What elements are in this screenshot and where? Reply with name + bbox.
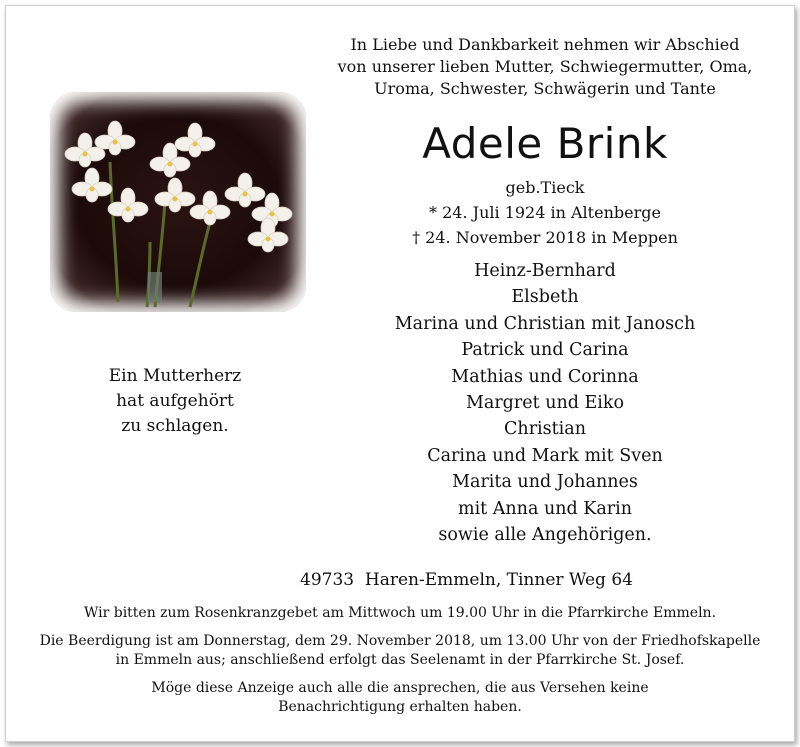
intro-line: Uroma, Schwester, Schwägerin und Tante [374,79,716,98]
intro-line: von unserer lieben Mutter, Schwiegermutter, Oma, [337,57,753,76]
intro-text [310,34,780,100]
rosary-notice: Wir bitten zum Rosenkranzgebet am Mittwoch um 19.00 Uhr in die Pfarrkirche Emmeln. [83,605,717,621]
family-member: Heinz-Bernhard [474,261,616,281]
deceased-name: Adele Brink [422,119,668,168]
quote-line: hat aufgehört [116,391,234,411]
family-member: Marina und Christian mit Janosch [394,313,696,334]
funeral-notice [20,632,780,671]
quote-line: Ein Mutterherz [108,366,242,386]
maiden-name: geb.Tieck [505,178,585,197]
family-list [320,258,770,548]
funeral-line: in Emmeln aus; anschließend erfolgt das Seelenamt in der Pfarrkirche St. Josef. [115,652,685,668]
orchid-icon [50,92,306,312]
family-member: Carina und Mark mit Sven [427,445,663,466]
address-zip: 49733 [300,570,355,590]
intro-line: In Liebe und Dankbarkeit nehmen wir Abschied [350,35,740,54]
quote [60,364,290,439]
birth-date: * 24. Juli 1924 in Altenberge [429,203,661,222]
death-date: † 24. November 2018 in Meppen [412,228,678,247]
address-place-street: Haren-Emmeln, Tinner Weg 64 [364,570,633,590]
quote-line: zu schlagen. [121,416,229,436]
orchid-photo [50,92,306,312]
family-member: Christian [504,419,586,440]
closing-notice [20,679,780,718]
notices [20,604,780,726]
family-member: Marita und Johannes [452,472,638,493]
closing-line: Benachrichtigung erhalten haben. [278,699,522,715]
family-member: mit Anna und Karin [457,498,632,519]
life-dates [310,175,780,250]
family-member: Patrick und Carina [461,340,629,361]
address [300,568,633,592]
family-member: Elsbeth [511,287,579,308]
family-member: Margret und Eiko [465,393,625,414]
closing-line: Möge diese Anzeige auch alle die ansprechen, die aus Versehen keine [151,679,649,696]
funeral-line: Die Beerdigung ist am Donnerstag, dem 29. November 2018, um 13.00 Uhr von der Friedhofskapelle [39,632,761,649]
family-member: sowie alle Angehörigen. [438,525,652,546]
family-member: Mathias und Corinna [451,366,639,387]
